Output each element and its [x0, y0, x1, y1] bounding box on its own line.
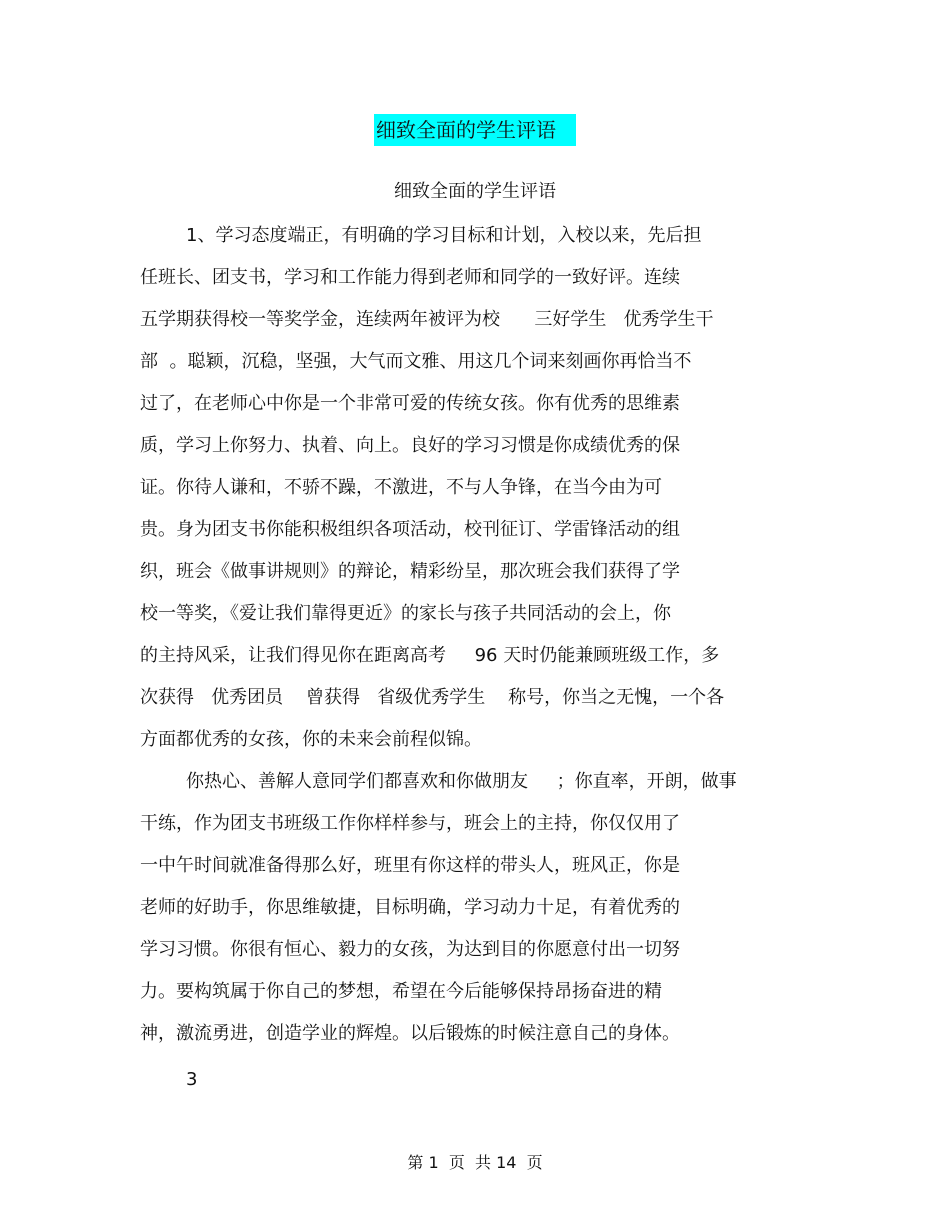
body-line: 证。你待人谦和，不骄不躁，不激进，不与人争锋，在当今由为可: [140, 477, 662, 498]
body-line: 3: [186, 1069, 198, 1090]
body-line: 过了，在老师心中你是一个非常可爱的传统女孩。你有优秀的思维素: [140, 393, 680, 414]
body-line: 学习习惯。你很有恒心、毅力的女孩，为达到目的你愿意付出一切努: [140, 939, 680, 960]
document-subtitle: 细致全面的学生评语: [394, 181, 556, 202]
body-line: 质，学习上你努力、执着、向上。良好的学习习惯是你成绩优秀的保: [140, 435, 680, 456]
body-line: 你热心、善解人意同学们都喜欢和你做朋友 ；你直率，开朗，做事: [186, 771, 737, 792]
body-line: 部 。聪颖，沉稳，坚强，大气而文雅、用这几个词来刻画你再恰当不: [140, 351, 692, 372]
body-line: 神，激流勇进，创造学业的辉煌。以后锻炼的时候注意自己的身体。: [140, 1023, 680, 1044]
page-title: 细致全面的学生评语: [374, 114, 576, 146]
body-line: 力。要构筑属于你自己的梦想，希望在今后能够保持昂扬奋进的精: [140, 981, 662, 1002]
body-line: 织，班会《做事讲规则》的辩论，精彩纷呈，那次班会我们获得了学: [140, 561, 680, 582]
body-line: 一中午时间就准备得那么好，班里有你这样的带头人，班风正，你是: [140, 855, 680, 876]
body-line: 1、学习态度端正，有明确的学习目标和计划，入校以来，先后担: [186, 225, 702, 246]
page-footer: 第 1 页 共 14 页: [407, 1153, 543, 1172]
body-line: 校一等奖，《爱让我们靠得更近》的家长与孩子共同活动的会上，你: [140, 603, 671, 624]
body-line: 次获得 优秀团员 曾获得 省级优秀学生 称号，你当之无愧，一个各: [140, 687, 725, 708]
body-line: 的主持风采，让我们得见你在距离高考 96 天时仍能兼顾班级工作，多: [140, 645, 720, 666]
body-line: 老师的好助手，你思维敏捷，目标明确，学习动力十足，有着优秀的: [140, 897, 680, 918]
body-line: 贵。身为团支书你能积极组织各项活动，校刊征订、学雷锋活动的组: [140, 519, 680, 540]
title-wrapper: [0, 114, 950, 146]
body-line: 任班长、团支书，学习和工作能力得到老师和同学的一致好评。连续: [140, 267, 680, 288]
body-line: 方面都优秀的女孩，你的未来会前程似锦。: [140, 729, 482, 750]
body-line: 干练，作为团支书班级工作你样样参与，班会上的主持，你仅仅用了: [140, 813, 680, 834]
body-line: 五学期获得校一等奖学金，连续两年被评为校 三好学生 优秀学生干: [140, 309, 714, 330]
